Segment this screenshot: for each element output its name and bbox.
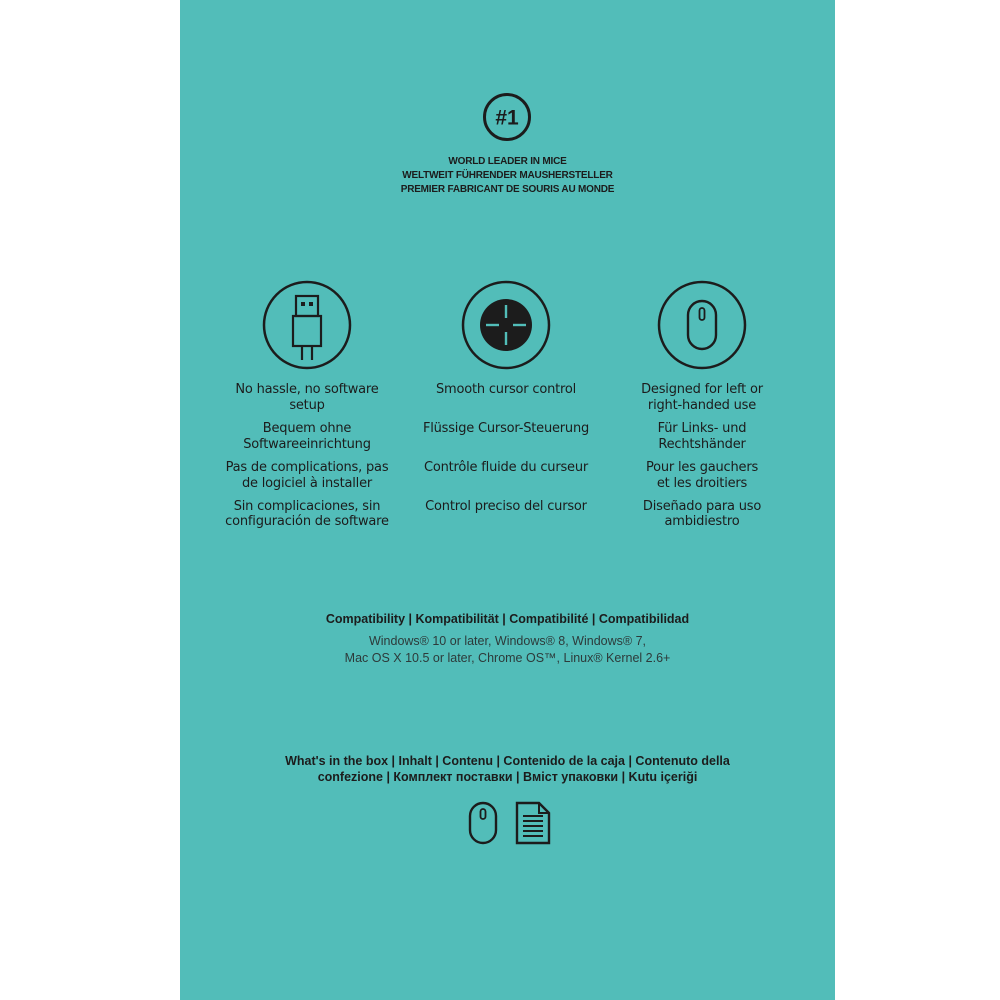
feature-line: Für Links- und: [657, 421, 747, 436]
feature-line: Rechtshänder: [658, 437, 746, 452]
in-the-box-title-line: confezione | Комплект поставки | Вміст упаковки | Kutu içeriği: [317, 770, 698, 784]
tagline-de: WELTWEIT FÜHRENDER MAUSHERSTELLER: [402, 170, 613, 181]
feature-line: Diseñado para uso: [642, 499, 762, 514]
world-leader-tagline: [180, 155, 835, 197]
feature-line: et les droitiers: [656, 476, 748, 491]
feature-line: configuración de software: [225, 514, 389, 529]
feature-line: Designed for left or: [641, 382, 763, 397]
compatibility-line: Mac OS X 10.5 or later, Chrome OS™, Linux® Kernel 2.6+: [344, 651, 671, 665]
feature-line: Flüssige Cursor-Steuerung: [422, 421, 590, 436]
feature-line: Pour les gauchers: [645, 460, 759, 475]
feature-line: de logiciel à installer: [241, 476, 373, 491]
number-one-badge-icon: [482, 92, 532, 142]
in-the-box-title-line: What's in the box | Inhalt | Contenu | Contenido de la caja | Contenuto della: [285, 754, 730, 768]
tagline-en: WORLD LEADER IN MICE: [448, 156, 567, 167]
feature-line: Contrôle fluide du curseur: [423, 460, 589, 475]
badge-text: #1: [495, 106, 519, 130]
feature-line: Smooth cursor control: [435, 382, 577, 397]
tagline-fr: PREMIER FABRICANT DE SOURIS AU MONDE: [400, 184, 615, 195]
feature-line: setup: [289, 398, 325, 413]
feature-line: Softwareeinrichtung: [243, 437, 371, 452]
usb-plug-icon: [262, 280, 352, 370]
feature-line: No hassle, no software: [235, 382, 379, 397]
ambidextrous-mouse-icon: [657, 280, 747, 370]
in-the-box-title: [180, 753, 835, 785]
document-icon: [514, 800, 552, 846]
package-back-panel: [180, 0, 835, 1000]
crosshair-cursor-icon: [461, 280, 551, 370]
feature-line: ambidiestro: [664, 514, 740, 529]
feature-line: Bequem ohne: [262, 421, 352, 436]
compatibility-title: Compatibility | Kompatibilität | Compatibilité | Compatibilidad: [325, 612, 690, 626]
feature-line: Control preciso del cursor: [425, 499, 587, 514]
feature-line: Pas de complications, pas: [225, 460, 389, 475]
mouse-icon: [467, 800, 499, 846]
compatibility-list: [180, 633, 835, 667]
feature-line: right-handed use: [647, 398, 757, 413]
feature-line: Sin complicaciones, sin: [233, 499, 381, 514]
compatibility-line: Windows® 10 or later, Windows® 8, Windows® 7,: [368, 634, 647, 648]
